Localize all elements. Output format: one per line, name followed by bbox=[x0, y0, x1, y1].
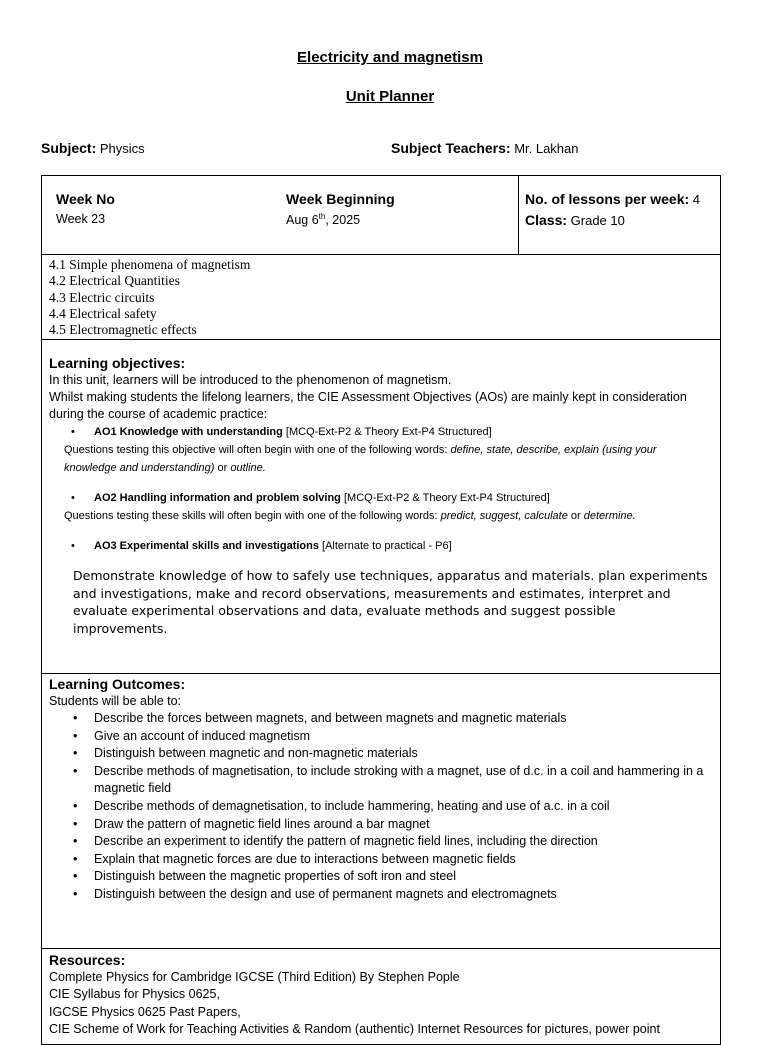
lessons-line bbox=[525, 191, 700, 207]
unit-planner-table bbox=[41, 175, 721, 1045]
ao2-description: Questions testing these skills will often begin with one of the following words: predict, suggest, calculate or determine. bbox=[64, 510, 636, 522]
document-subtitle: Unit Planner bbox=[345, 88, 435, 105]
ao1-title: AO1 Knowledge with understanding bbox=[94, 426, 283, 438]
ao2-note: [MCQ-Ext-P2 & Theory Ext-P4 Structured] bbox=[343, 492, 550, 504]
week-beginning-value: Aug 6th, 2025 bbox=[286, 212, 361, 228]
week-beginning-label: Week Beginning bbox=[286, 191, 395, 207]
ao3-description: Demonstrate knowledge of how to safely use techniques, apparatus and materials. plan experiments and investigations, make and record observations, measurements and estimates, interpret and evaluate experimental observations and data, evaluate methods and suggest possible improvements. bbox=[73, 568, 708, 636]
topic-item: 4.5 Electromagnetic effects bbox=[49, 322, 197, 338]
list-item: • Distinguish between the design and use of permanent magnets and electromagnets bbox=[73, 886, 557, 901]
ao1-item: • AO1 Knowledge with understanding [MCQ-Ext-P2 & Theory Ext-P4 Structured] bbox=[71, 426, 492, 438]
ao1-note: [MCQ-Ext-P2 & Theory Ext-P4 Structured] bbox=[285, 426, 492, 438]
list-item: • Give an account of induced magnetism bbox=[73, 728, 311, 743]
subject-label: Subject: bbox=[41, 140, 97, 156]
ao2-title: AO2 Handling information and problem solving bbox=[94, 492, 341, 504]
outcomes-intro: Students will be able to: bbox=[49, 694, 182, 708]
lessons-info-cell bbox=[519, 176, 721, 255]
subject-value: Physics bbox=[99, 141, 145, 156]
ao1-description: Questions testing this objective will often begin with one of the following words: define, state, describe, explain (using your knowledge and understanding) or outline. bbox=[64, 444, 657, 474]
topic-item: 4.4 Electrical safety bbox=[49, 305, 157, 321]
teachers-label: Subject Teachers: bbox=[391, 140, 511, 156]
ao3-title: AO3 Experimental skills and investigations bbox=[94, 540, 319, 552]
list-item: • Distinguish between the magnetic properties of soft iron and steel bbox=[73, 869, 457, 884]
topic-item: 4.1 Simple phenomena of magnetism bbox=[49, 257, 251, 272]
learning-objectives-heading: Learning objectives: bbox=[49, 355, 186, 371]
learning-outcomes-cell bbox=[42, 674, 721, 949]
resources-cell bbox=[42, 949, 721, 1045]
topics-cell bbox=[42, 255, 721, 340]
ao-list bbox=[49, 489, 712, 507]
class-label: Class: bbox=[525, 212, 568, 228]
subject-line bbox=[41, 140, 145, 156]
resources-heading: Resources: bbox=[49, 952, 126, 968]
resource-item: Complete Physics for Cambridge IGCSE (Third Edition) By Stephen Pople bbox=[49, 970, 460, 984]
list-item: • Draw the pattern of magnetic field lines around a bar magnet bbox=[73, 816, 430, 831]
list-item: • Explain that magnetic forces are due to interactions between magnetic fields bbox=[73, 851, 516, 866]
week-no-value: Week 23 bbox=[56, 212, 106, 226]
list-item: • Describe methods of magnetisation, to include stroking with a magnet, use of d.c. in a coil and hammering in a magnetic field bbox=[73, 763, 704, 796]
ao2-item: • AO2 Handling information and problem solving [MCQ-Ext-P2 & Theory Ext-P4 Structured] bbox=[71, 492, 550, 504]
topic-item: 4.2 Electrical Quantities bbox=[49, 273, 180, 289]
resource-item: IGCSE Physics 0625 Past Papers, bbox=[49, 1004, 241, 1019]
list-item: • Describe an experiment to identify the pattern of magnetic field lines, including the direction bbox=[73, 834, 598, 849]
list-item: • Describe the forces between magnets, and between magnets and magnetic materials bbox=[73, 711, 567, 725]
outcomes-list bbox=[49, 710, 712, 904]
learning-objectives-cell bbox=[42, 340, 721, 674]
ao3-note: [Alternate to practical - P6] bbox=[322, 540, 452, 552]
week-info-cell bbox=[42, 176, 519, 255]
week-no-label: Week No bbox=[56, 191, 115, 207]
teachers-value: Mr. Lakhan bbox=[514, 141, 579, 156]
class-line bbox=[525, 212, 625, 228]
ao3-item: • AO3 Experimental skills and investigations [Alternate to practical - P6] bbox=[71, 540, 452, 552]
ao-list bbox=[49, 423, 712, 441]
objectives-intro-1: In this unit, learners will be introduced to the phenomenon of magnetism. bbox=[49, 373, 452, 387]
lessons-label: No. of lessons per week: bbox=[525, 191, 690, 207]
list-item: • Describe methods of demagnetisation, to include hammering, heating and use of a.c. in a coil bbox=[73, 798, 610, 813]
class-value: Grade 10 bbox=[570, 213, 625, 228]
ao-list bbox=[49, 537, 712, 555]
resource-item: CIE Scheme of Work for Teaching Activities & Random (authentic) Internet Resources for pictures, power point bbox=[49, 1022, 660, 1037]
resource-item: CIE Syllabus for Physics 0625, bbox=[49, 987, 220, 1002]
objectives-intro-2: Whilst making students the lifelong learners, the CIE Assessment Objectives (AOs) are mainly kept in consideration during the course of academic practice: bbox=[49, 390, 687, 421]
topic-item: 4.3 Electric circuits bbox=[49, 289, 155, 305]
lessons-value: 4 bbox=[692, 192, 701, 207]
learning-outcomes-heading: Learning Outcomes: bbox=[49, 676, 186, 692]
list-item: • Distinguish between magnetic and non-magnetic materials bbox=[73, 746, 418, 761]
document-title: Electricity and magnetism bbox=[297, 49, 483, 66]
teachers-line bbox=[391, 140, 579, 156]
